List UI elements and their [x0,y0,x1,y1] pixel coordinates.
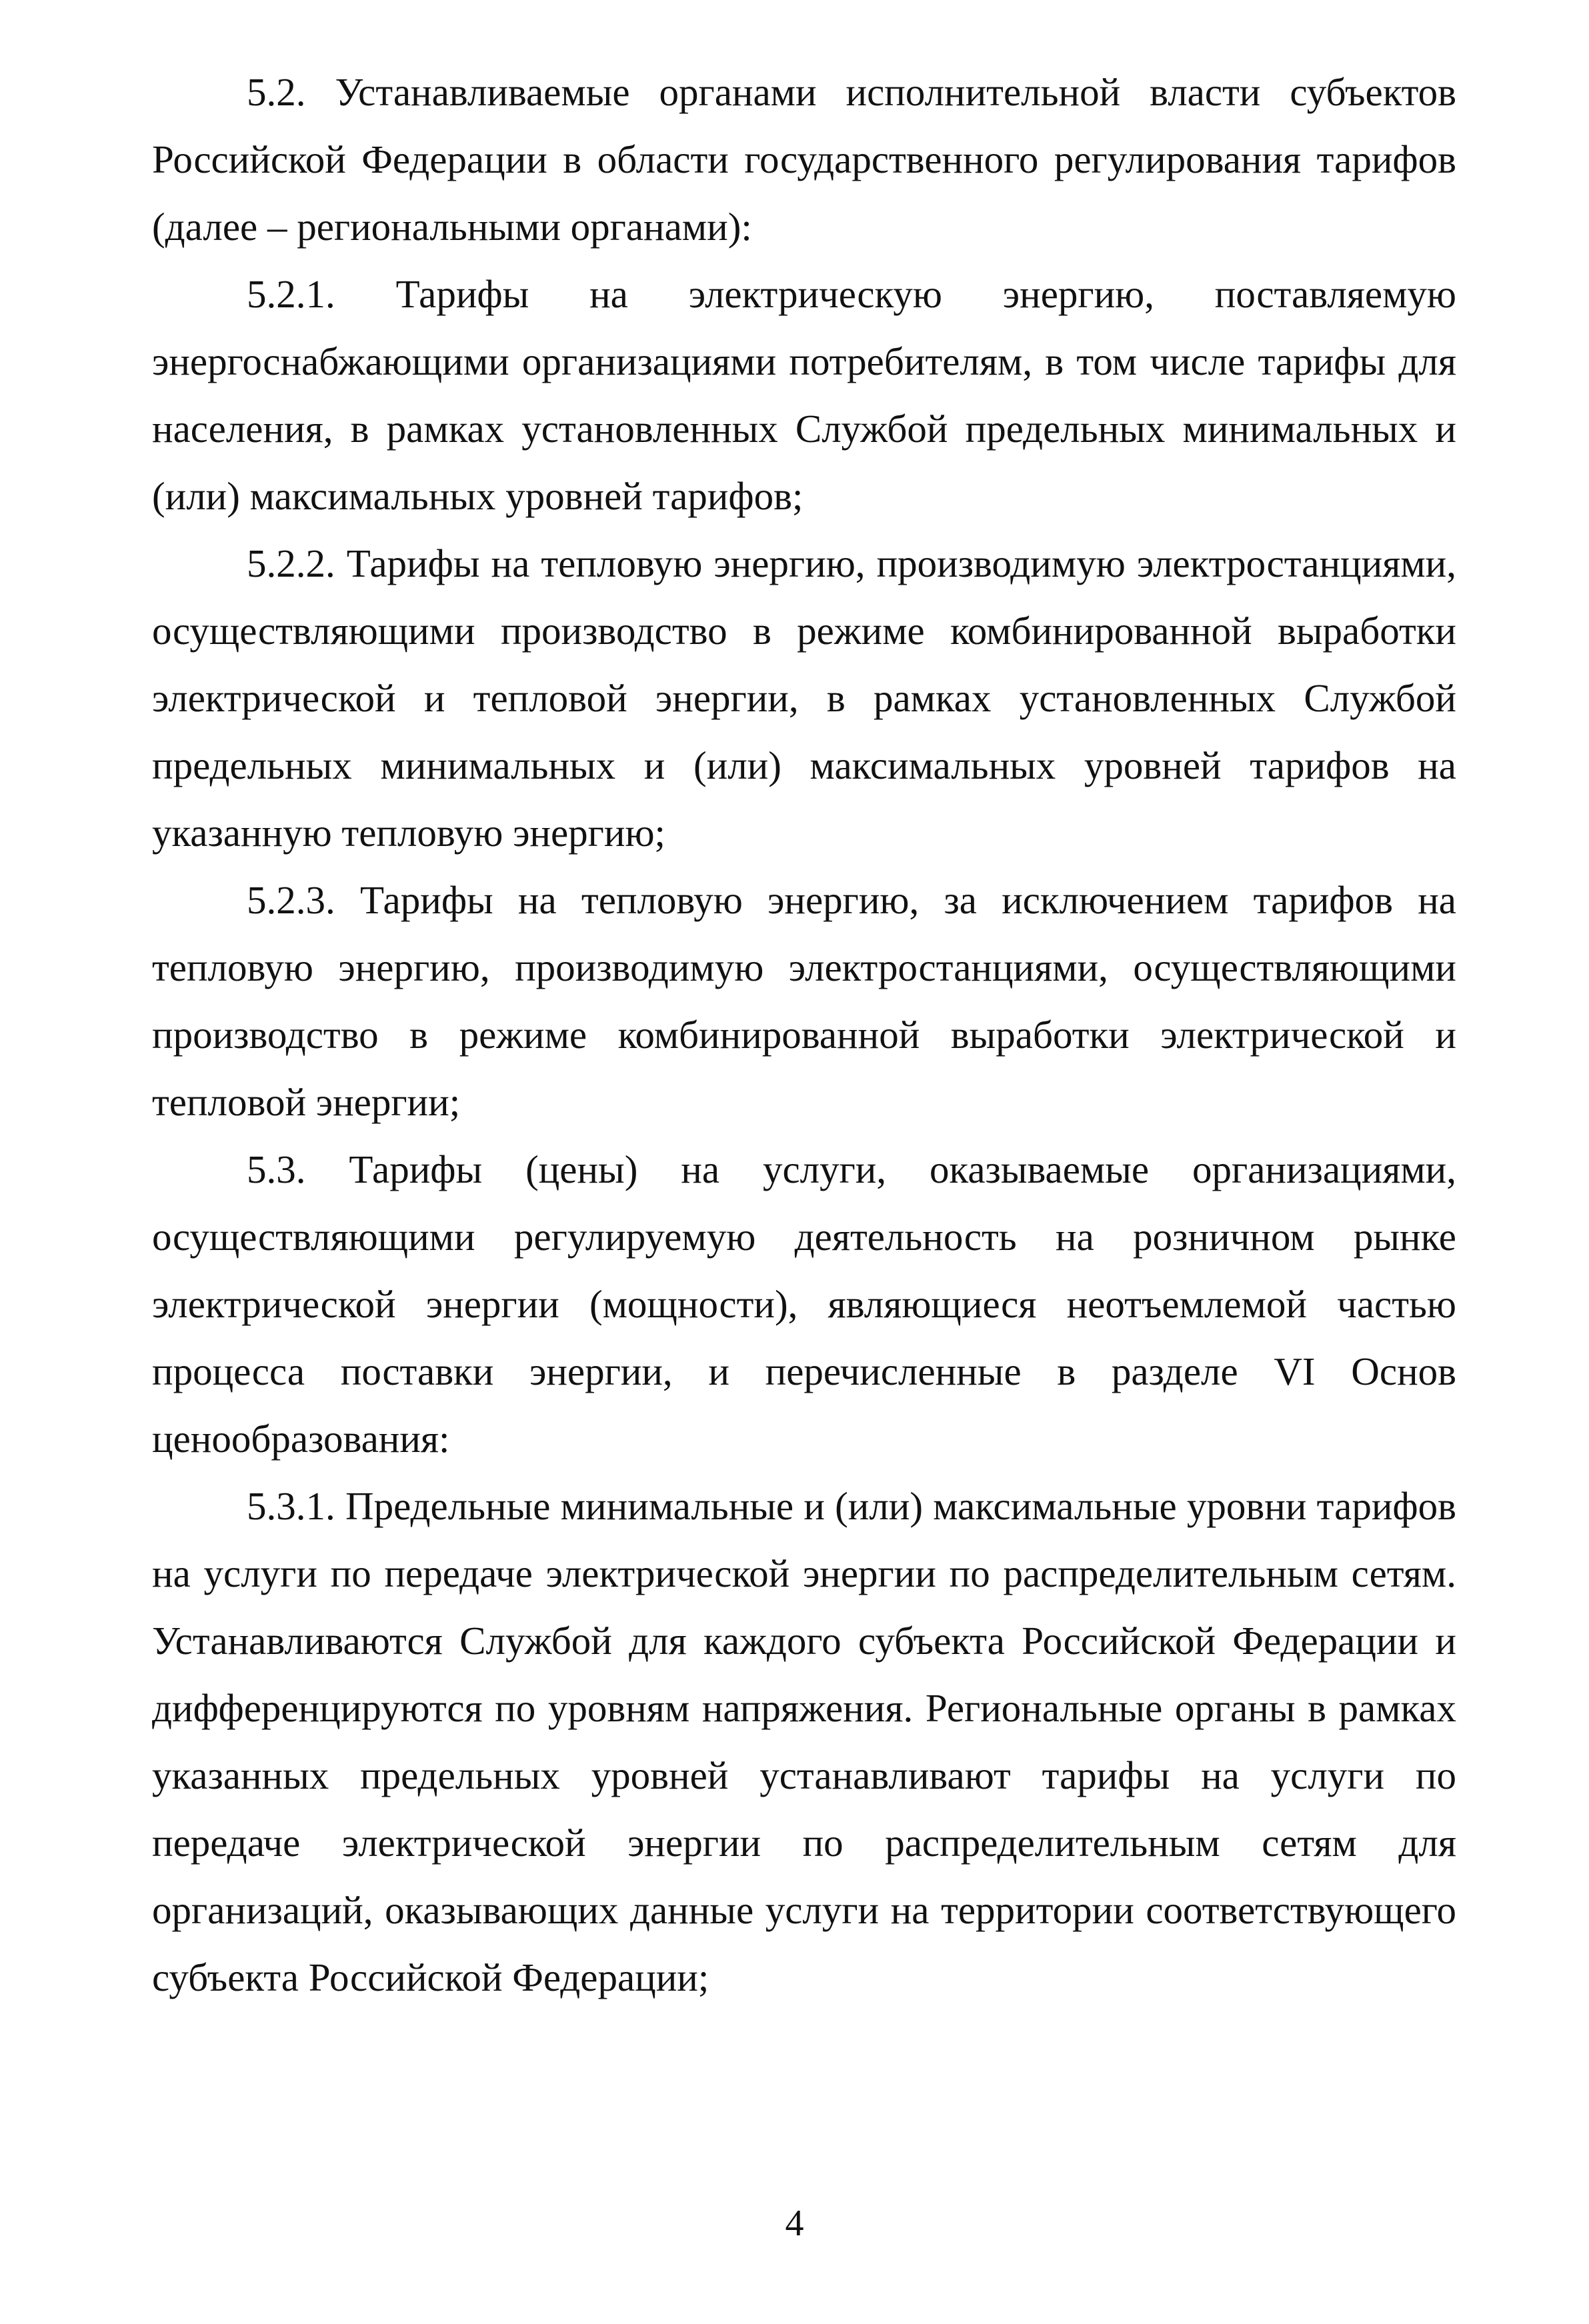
paragraph-5-2-1: 5.2.1. Тарифы на электрическую энергию, поставляемую энергоснабжающими организациями потребителям, в том числе тарифы для населения, в рамках установленных Службой предельных минимальных и (или) максимальных уровней тарифов; [152,272,1456,518]
paragraph-5-2: 5.2. Устанавливаемые органами исполнительной власти субъектов Российской Федерации в области государственного регулирования тарифов (далее – региональными органами): [152,70,1456,249]
paragraph-5-2-3: 5.2.3. Тарифы на тепловую энергию, за исключением тарифов на тепловую энергию, производимую электростанциями, осуществляющими производство в режиме комбинированной выработки электрической и тепловой энергии; [152,878,1456,1124]
paragraph-5-2-2: 5.2.2. Тарифы на тепловую энергию, производимую электростанциями, осуществляющими производство в режиме комбинированной выработки электрической и тепловой энергии, в рамках установленных Службой предельных минимальных и (или) максимальных уровней тарифов на указанную тепловую энергию; [152,541,1456,855]
page-number: 4 [785,2203,804,2244]
paragraph-5-3-1: 5.3.1. Предельные минимальные и (или) максимальные уровни тарифов на услуги по передаче электрической энергии по распределительным сетям. Устанавливаются Службой для каждого субъекта Российской Федерации и дифференцируются по уровням напряжения. Региональные органы в рамках указанных предельных уровней устанавливают тарифы на услуги по передаче электрической энергии по распределительным сетям для организаций, оказывающих данные услуги на территории соответствующего субъекта Российской Федерации; [152,1484,1456,1999]
document-body [152,59,1456,2011]
paragraph-5-3: 5.3. Тарифы (цены) на услуги, оказываемые организациями, осуществляющими регулируемую деятельность на розничном рынке электрической энергии (мощности), являющиеся неотъемлемой частью процесса поставки энергии, и перечисленные в разделе VI Основ ценообразования: [152,1147,1456,1461]
